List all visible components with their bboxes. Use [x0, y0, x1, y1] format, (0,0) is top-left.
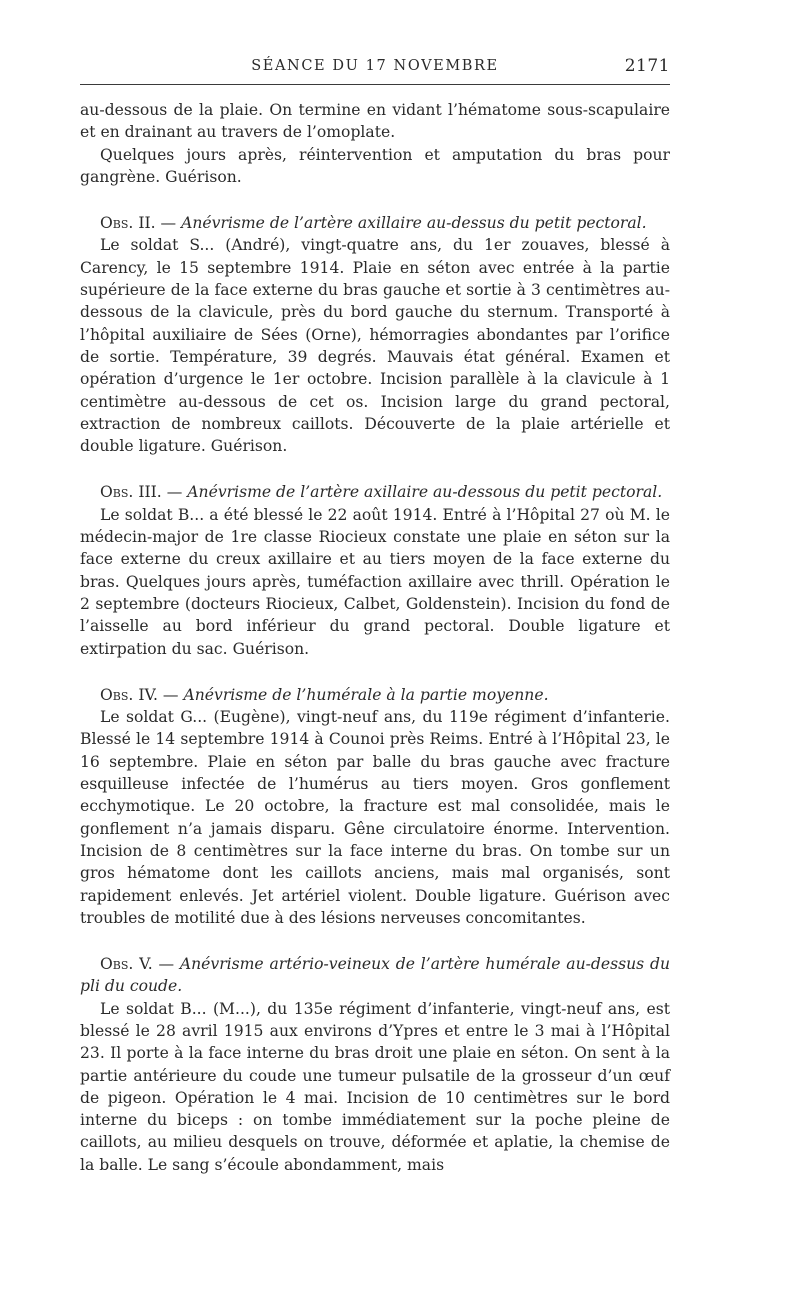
- intro-paragraph-2: Quelques jours après, réintervention et amputation du bras pour gangrène. Guérison.: [80, 145, 670, 186]
- intro-paragraph-1: au-dessous de la plaie. On termine en vidant l’hématome sous-scapulaire et en drainant au travers de l’omoplate.: [80, 101, 670, 142]
- observation-5-heading: [80, 953, 670, 998]
- observation-4-title: Anévrisme de l’humérale à la partie moyenne.: [183, 685, 549, 704]
- observation-3-body: Le soldat B... a été blessé le 22 août 1914. Entré à l’Hôpital 27 où M. le médecin-major de 1re classe Riocieux constate une plaie en séton sur la face externe du creux axillaire et au tiers moyen de la face externe du bras. Quelques jours après, tuméfaction axillaire avec thrill. Opération le 2 septembre (docteurs Riocieux, Calbet, Goldenstein). Incision du fond de l’aisselle au bord inférieur du grand pectoral. Double ligature et extirpation du sac. Guérison.: [80, 505, 670, 658]
- observation-3-dash: —: [161, 483, 188, 502]
- observation-3-title: Anévrisme de l’artère axillaire au-dessous du petit pectoral.: [187, 483, 663, 502]
- observation-2-label: Obs. II.: [100, 214, 156, 233]
- observation-4-body: Le soldat G... (Eugène), vingt-neuf ans, du 119e régiment d’infanterie. Blessé le 14 septembre 1914 à Counoi près Reims. Entré à l’Hôpital 23, le 16 septembre. Plaie en séton par balle du bras gauche avec fracture esquilleuse infectée de l’humérus au tiers moyen. Gros gonflement ecchymotique. Le 20 octobre, la fracture est mal consolidée, mais le gonflement n’a jamais disparu. Gêne circulatoire énorme. Intervention. Incision de 8 centimètres sur la face interne du bras. On tombe sur un gros hématome dont les caillots anciens, mais mal organisés, sont rapidement enlevés. Jet artériel violent. Double ligature. Guérison avec troubles de motilité due à des lésions nerveuses concomitantes.: [80, 708, 670, 927]
- observation-3-label: Obs. III.: [100, 483, 162, 502]
- article-body: [80, 99, 670, 1176]
- observation-4-label: Obs. IV.: [100, 685, 158, 704]
- observation-5-body: Le soldat B... (M...), du 135e régiment d’infanterie, vingt-neuf ans, est blessé le 28 avril 1915 aux environs d’Ypres et entre le 3 mai à l’Hôpital 23. Il porte à la face interne du bras droit une plaie en séton. On sent à la partie antérieure du coude une tumeur pulsatile de la grosseur d’un œuf de pigeon. Opération le 4 mai. Incision de 10 centimètres sur le bord interne du biceps : on tombe immédiatement sur la poche pleine de caillots, au milieu desquels on trouve, déformée et aplatie, la chemise de la balle. Le sang s’écoule abondamment, mais: [80, 999, 670, 1174]
- observation-4-heading: [80, 684, 670, 706]
- observation-2-dash: —: [155, 214, 182, 233]
- observation-5-title: Anévrisme artério-veineux de l’artère humérale au-dessus du pli du coude.: [80, 955, 670, 996]
- observation-5-label: Obs. V.: [100, 955, 153, 974]
- page-number: 2171: [624, 56, 670, 76]
- observation-2-body: Le soldat S... (André), vingt-quatre ans, du 1er zouaves, blessé à Carency, le 15 septembre 1914. Plaie en séton avec entrée à la partie supérieure de la face externe du bras gauche et sortie à 3 centimètres au-dessous de la clavicule, près du bord gauche du sternum. Transporté à l’hôpital auxiliaire de Sées (Orne), hémorragies abondantes par l’orifice de sortie. Température, 39 degrés. Mauvais état général. Examen et opération d’urgence le 1er octobre. Incision parallèle à la clavicule à 1 centimètre au-dessous de cet os. Incision large du grand pectoral, extraction de nombreux caillots. Découverte de la plaie artérielle et double ligature. Guérison.: [80, 236, 670, 456]
- observation-2-heading: [80, 212, 670, 234]
- running-header-title: SÉANCE DU 17 NOVEMBRE: [251, 58, 499, 74]
- journal-page: [80, 52, 670, 1176]
- observation-4-dash: —: [157, 685, 184, 704]
- observation-5-dash: —: [152, 955, 180, 974]
- observation-3-heading: [80, 481, 670, 503]
- observation-2-title: Anévrisme de l’artère axillaire au-dessus du petit pectoral.: [181, 214, 647, 233]
- running-header: [80, 52, 670, 85]
